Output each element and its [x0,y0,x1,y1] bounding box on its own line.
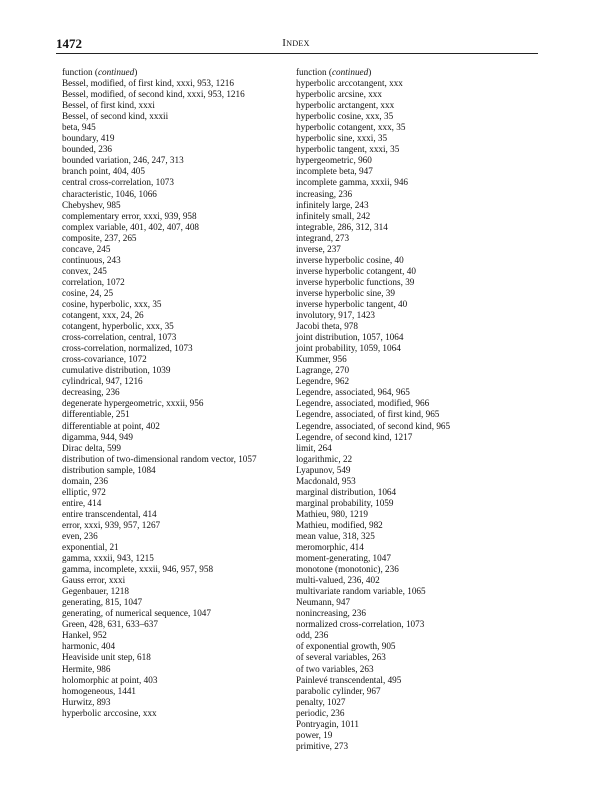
index-entry: cross-correlation, normalized, 1073 [62,343,193,354]
index-entry: parabolic cylinder, 967 [296,685,381,696]
page-number: 1472 [56,36,82,51]
index-entry: bounded variation, 246, 247, 313 [62,155,184,166]
index-entry: exponential, 21 [62,542,119,553]
index-entry: boundary, 419 [62,133,115,144]
index-entry: Hankel, 952 [62,630,107,641]
index-entry: increasing, 236 [296,188,353,199]
index-entry: domain, 236 [62,475,108,486]
index-entry: complementary error, xxxi, 939, 958 [62,210,197,221]
header-rule [56,53,538,54]
index-entry: complex variable, 401, 402, 407, 408 [62,221,200,232]
index-entry: odd, 236 [296,630,329,641]
index-entry: Lagrange, 270 [296,365,350,376]
index-entry: correlation, 1072 [62,276,125,287]
index-entry: gamma, xxxii, 943, 1215 [62,553,154,564]
index-entry: Bessel, of second kind, xxxii [62,111,169,122]
index-entry: holomorphic at point, 403 [62,674,158,685]
index-entry: Hurwitz, 893 [62,696,111,707]
index-entry: Painlevé transcendental, 495 [296,674,402,685]
heading-term: function [296,67,327,77]
index-entry: normalized cross-correlation, 1073 [296,619,425,630]
index-entry: convex, 245 [62,265,107,276]
index-entry: hypergeometric, 960 [296,155,372,166]
index-entry: Legendre, associated, of second kind, 965 [296,420,451,431]
index-entry: differentiable at point, 402 [62,420,160,431]
index-entry: Dirac delta, 599 [62,442,121,453]
index-entry: Legendre, associated, of first kind, 965 [296,409,440,420]
index-entry: meromorphic, 414 [296,542,364,553]
heading-term: function [62,67,93,77]
index-entry: cosine, hyperbolic, xxx, 35 [62,298,162,309]
index-entry: infinitely large, 243 [296,199,369,210]
index-entry: Bessel, modified, of second kind, xxxi, 953, 1216 [62,89,245,100]
index-entry: Legendre, associated, modified, 966 [296,398,430,409]
index-column-left [62,67,288,719]
index-entry: inverse hyperbolic tangent, 40 [296,298,408,309]
index-entry: Green, 428, 631, 633–637 [62,619,158,630]
index-entry: joint probability, 1059, 1064 [296,343,401,354]
index-entry: hyperbolic arctangent, xxx [296,100,395,111]
continued-label: continued [97,67,135,77]
index-column-right [296,67,522,752]
index-entry: integrable, 286, 312, 314 [296,221,388,232]
index-entry: monotone (monotonic), 236 [296,564,399,575]
index-entry: cross-correlation, central, 1073 [62,332,177,343]
index-entry: inverse, 237 [296,243,341,254]
index-entry: distribution of two-dimensional random vector, 1057 [62,453,257,464]
index-entry: elliptic, 972 [62,486,106,497]
index-entry: Chebyshev, 985 [62,199,121,210]
index-entry: inverse hyperbolic cosine, 40 [296,254,404,265]
index-entry: of two variables, 263 [296,663,374,674]
index-entry: digamma, 944, 949 [62,431,133,442]
index-heading: function (continued) [296,67,372,77]
index-entry: Legendre, of second kind, 1217 [296,431,413,442]
index-entry: continuous, 243 [62,254,121,265]
index-entry: power, 19 [296,729,333,740]
index-entry: of several variables, 263 [296,652,386,663]
index-entry: infinitely small, 242 [296,210,371,221]
index-entry: hyperbolic arcsine, xxx [296,89,382,100]
index-entry: hyperbolic arccosine, xxx [62,707,157,718]
index-entry: hyperbolic cosine, xxx, 35 [296,111,394,122]
index-entry: distribution sample, 1084 [62,464,156,475]
index-entry: Bessel, of first kind, xxxi [62,100,155,111]
index-entry: hyperbolic tangent, xxxi, 35 [296,144,400,155]
index-entry: Mathieu, modified, 982 [296,519,383,530]
index-entry: homogeneous, 1441 [62,685,137,696]
index-entry: involutory, 917, 1423 [296,310,376,321]
index-entry: gamma, incomplete, xxxii, 946, 957, 958 [62,564,214,575]
index-entry: hyperbolic cotangent, xxx, 35 [296,122,406,133]
index-entry: multivariate random variable, 1065 [296,586,426,597]
index-entry: cumulative distribution, 1039 [62,365,171,376]
index-entry: Pontryagin, 1011 [296,718,359,729]
index-entry: incomplete beta, 947 [296,166,373,177]
index-entry: Jacobi theta, 978 [296,321,358,332]
index-entry: Lyapunov, 549 [296,464,351,475]
index-entry: cotangent, hyperbolic, xxx, 35 [62,321,174,332]
index-entry: cylindrical, 947, 1216 [62,376,143,387]
index-entry: Legendre, associated, 964, 965 [296,387,410,398]
index-entry: entire, 414 [62,497,102,508]
index-entry: inverse hyperbolic functions, 39 [296,276,415,287]
index-entry: differentiable, 251 [62,409,130,420]
index-entry: Neumann, 947 [296,597,351,608]
index-entry: multi-valued, 236, 402 [296,575,380,586]
index-entry: penalty, 1027 [296,696,346,707]
running-title: Index [282,37,310,49]
index-entry: Gauss error, xxxi [62,575,126,586]
index-entry: logarithmic, 22 [296,453,353,464]
index-entry: cosine, 24, 25 [62,287,114,298]
index-entry: nonincreasing, 236 [296,608,366,619]
index-entry: integrand, 273 [296,232,350,243]
index-entry: Mathieu, 980, 1219 [296,508,368,519]
index-entry: Kummer, 956 [296,354,347,365]
index-entry: Bessel, modified, of first kind, xxxi, 953, 1216 [62,78,234,89]
index-entry: limit, 264 [296,442,332,453]
page-header [56,36,536,52]
index-entry: branch point, 404, 405 [62,166,145,177]
index-entry: mean value, 318, 325 [296,530,375,541]
index-entry: Legendre, 962 [296,376,350,387]
index-entry: moment-generating, 1047 [296,553,391,564]
index-entry: generating, of numerical sequence, 1047 [62,608,211,619]
index-entry: entire transcendental, 414 [62,508,157,519]
index-entry: Gegenbauer, 1218 [62,586,129,597]
index-entry: generating, 815, 1047 [62,597,143,608]
index-entry: harmonic, 404 [62,641,116,652]
index-entry: concave, 245 [62,243,111,254]
index-entry: central cross-correlation, 1073 [62,177,174,188]
index-entry: marginal probability, 1059 [296,497,394,508]
index-entry: Heaviside unit step, 618 [62,652,151,663]
index-entry: inverse hyperbolic cotangent, 40 [296,265,416,276]
index-entry: hyperbolic sine, xxxi, 35 [296,133,388,144]
continued-label: continued [331,67,369,77]
index-entry: decreasing, 236 [62,387,120,398]
index-entry: hyperbolic arccotangent, xxx [296,78,403,89]
index-entry: cotangent, xxx, 24, 26 [62,310,144,321]
index-heading: function (continued) [62,67,138,77]
index-entry: characteristic, 1046, 1066 [62,188,157,199]
index-entry: joint distribution, 1057, 1064 [296,332,404,343]
index-entry: beta, 945 [62,122,96,133]
index-entry: primitive, 273 [296,740,349,751]
index-entry: cross-covariance, 1072 [62,354,147,365]
index-entry: marginal distribution, 1064 [296,486,397,497]
index-entry: Macdonald, 953 [296,475,356,486]
index-entry: degenerate hypergeometric, xxxii, 956 [62,398,204,409]
index-entry: bounded, 236 [62,144,113,155]
index-entry: inverse hyperbolic sine, 39 [296,287,395,298]
index-entry: composite, 237, 265 [62,232,137,243]
index-entry: periodic, 236 [296,707,345,718]
index-entry: incomplete gamma, xxxii, 946 [296,177,409,188]
index-entry: Hermite, 986 [62,663,111,674]
index-entry: even, 236 [62,530,98,541]
index-entry: error, xxxi, 939, 957, 1267 [62,519,161,530]
index-entry: of exponential growth, 905 [296,641,396,652]
